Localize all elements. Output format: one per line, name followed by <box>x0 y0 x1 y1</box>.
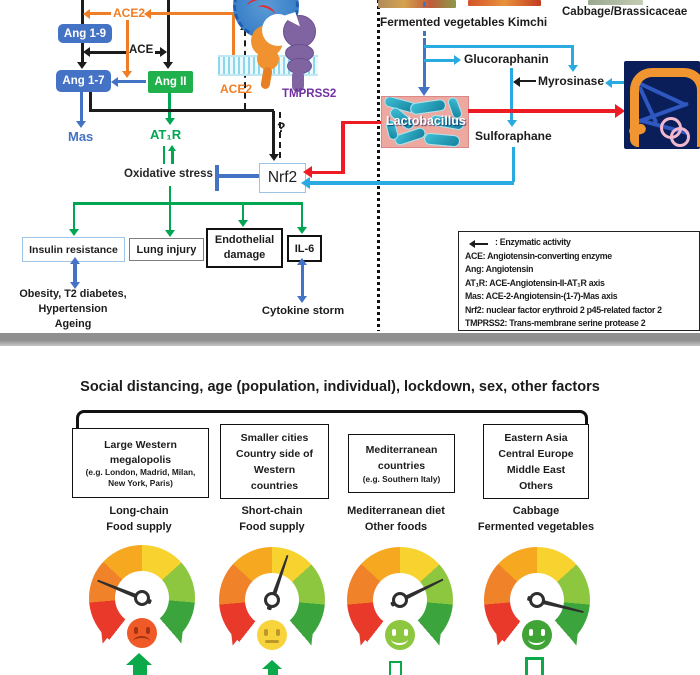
face-eye <box>264 629 268 636</box>
ang19-box <box>58 24 112 43</box>
connector <box>520 80 536 83</box>
food-label-line: Mediterranean diet <box>347 505 445 517</box>
food-label-2 <box>212 504 332 535</box>
connector <box>468 109 617 113</box>
obesity-line3: Ageing <box>54 318 92 330</box>
mas-label: Mas <box>68 129 94 144</box>
arrowhead <box>568 65 578 72</box>
face-mouth <box>528 633 545 645</box>
food-label-line: Food supply <box>106 520 172 533</box>
region-box-line: countries <box>250 479 299 492</box>
connector <box>89 12 111 15</box>
face-eye <box>146 627 150 634</box>
glucoraphanin-label: Glucoraphanin <box>464 52 549 66</box>
arrowhead <box>507 120 517 127</box>
legend-line-3: Ang: Angiotensin <box>465 264 534 274</box>
outline-arrow-icon <box>525 657 544 675</box>
small-intestine-coil <box>670 127 690 147</box>
gauge-hub <box>264 592 280 608</box>
intestine-image <box>624 61 700 149</box>
happy-face-icon <box>385 620 415 650</box>
region-box-line: Central Europe <box>498 447 574 460</box>
connector <box>90 51 127 54</box>
gauge-red-tip <box>96 625 114 645</box>
region-box-line: Large Western <box>104 439 177 451</box>
arrowhead <box>605 78 612 88</box>
gauge-hub <box>392 592 408 608</box>
gauge-hub <box>134 590 150 606</box>
connector <box>301 204 304 227</box>
region-box-line: countries <box>377 460 426 472</box>
face-mouth <box>265 640 279 643</box>
nrf2-box <box>259 163 306 193</box>
up-down-glyph <box>163 146 166 164</box>
gauge-red-tip <box>354 627 372 647</box>
gauge-red-tip <box>226 627 244 647</box>
connector <box>311 171 344 175</box>
food-label-line: Cabbage <box>512 505 560 517</box>
obesity-line1: Obesity, T2 diabetes, <box>19 288 127 300</box>
region-box-4 <box>483 424 589 499</box>
arrowhead <box>163 62 173 69</box>
bacteria-rod <box>409 99 446 116</box>
cytokine-storm-label: Cytokine storm <box>261 305 345 317</box>
arrowhead <box>160 47 167 57</box>
connector <box>73 202 303 205</box>
connector <box>423 2 426 7</box>
legend-box <box>458 231 700 331</box>
gauge-red-tip <box>491 627 509 647</box>
connector <box>423 31 426 36</box>
region-box-line: Country side of <box>235 447 313 460</box>
connector <box>301 264 305 297</box>
food-label-line: Food supply <box>239 520 305 533</box>
gauge-1 <box>89 545 195 651</box>
at1r-label: AT₁R <box>150 127 182 142</box>
ace-label: ACE <box>129 44 154 56</box>
arrowhead <box>165 118 175 125</box>
arrowhead <box>418 87 430 96</box>
connector <box>218 174 259 178</box>
region-box-3 <box>348 434 455 493</box>
connector <box>169 204 172 230</box>
endothelial-damage-box <box>206 228 283 268</box>
connector <box>612 81 624 84</box>
arrowhead <box>238 220 248 227</box>
fermented-kimchi-label: Fermented vegetables Kimchi <box>380 15 548 29</box>
region-box-2 <box>220 424 329 499</box>
ace2-enzyme-label: ACE2 <box>113 6 146 20</box>
kimchi-photo <box>468 0 541 6</box>
connector <box>117 80 146 83</box>
connector <box>168 93 171 119</box>
arrowhead <box>513 77 520 87</box>
fermented-vegetables-photo <box>378 0 456 8</box>
insulin-resistance-label: Insulin resistance <box>29 243 118 256</box>
ang17-label: Ang 1-7 <box>62 75 105 87</box>
bacteria-rod <box>424 132 461 147</box>
nrf2-label: Nrf2 <box>267 169 298 186</box>
panel-divider <box>0 333 700 346</box>
connector <box>126 20 129 71</box>
tmprss2-label: TMPRSS2 <box>282 88 337 100</box>
up-arrow-solid-icon <box>262 660 282 669</box>
oxidative-stress-label: Oxidative stress <box>124 168 213 180</box>
neutral-face-icon <box>257 620 287 650</box>
region-box-small-line: New York, Paris) <box>108 477 173 488</box>
figure2-title: Social distancing, age (population, individual), lockdown, sex, other factors <box>80 379 600 395</box>
dotted-separator <box>377 0 380 331</box>
obesity-line2: Hypertension <box>38 303 108 315</box>
cabbage-label: Cabbage/Brassicaceae <box>562 6 688 18</box>
angii-box <box>148 71 193 93</box>
endothelial-label-2: damage <box>223 249 266 261</box>
arrowhead <box>301 177 310 189</box>
gauge-2 <box>219 547 325 653</box>
cabbage-photo <box>588 0 643 5</box>
sulforaphane-label: Sulforaphane <box>475 129 552 143</box>
connector <box>309 181 514 185</box>
legend-line-5: Mas: ACE-2-Angiotensin-(1-7)-Mas axis <box>465 291 618 301</box>
lactobacillus-image <box>381 96 469 148</box>
region-box-line: Eastern Asia <box>504 431 568 444</box>
lactobacillus-label: Lactobacillus <box>386 114 466 128</box>
food-label-1 <box>79 504 199 535</box>
arrowhead <box>168 145 176 151</box>
arrowhead <box>454 55 461 65</box>
legend-line-1: : Enzymatic activity <box>495 237 571 247</box>
legend-line-2: ACE: Angiotensin-converting enzyme <box>465 250 612 261</box>
connector <box>73 263 77 283</box>
question-mark: ? <box>277 119 286 135</box>
region-box-line: megalopolis <box>109 453 172 466</box>
face-mouth <box>133 636 150 647</box>
region-box-line: Others <box>519 479 553 492</box>
region-box-line: Western <box>253 463 296 476</box>
connector <box>571 45 574 66</box>
ang17-box <box>56 70 111 92</box>
connector <box>272 111 275 155</box>
up-arrow-shaft <box>268 669 278 675</box>
arrowhead <box>297 227 307 234</box>
arrowhead <box>144 9 151 19</box>
face-mouth <box>391 633 408 645</box>
il6-label: IL-6 <box>294 242 315 255</box>
up-arrow-glyph <box>171 151 174 164</box>
region-box-line: Smaller cities <box>240 431 309 444</box>
myrosinase-label: Myrosinase <box>538 74 605 88</box>
sad-face-icon <box>127 618 157 648</box>
region-box-small-line: (e.g. London, Madrid, Milan, <box>85 467 196 477</box>
legend-line-7: TMPRSS2: Trans-membrane serine protease 2 <box>465 318 646 328</box>
obesity-text <box>8 287 138 332</box>
arrowhead <box>165 230 175 237</box>
region-box-line: Mediterranean <box>365 444 438 456</box>
food-label-line: Long-chain <box>109 505 169 517</box>
up-arrow-solid-icon <box>126 653 152 665</box>
legend-line-4: AT₁R: ACE-Angiotensin-II-AT₁R axis <box>465 277 605 288</box>
outline-arrow-icon <box>389 661 402 675</box>
gauge-3 <box>347 547 453 653</box>
gauge-4 <box>484 547 590 653</box>
connector <box>341 121 345 174</box>
inhibition-bar <box>215 165 219 191</box>
connector <box>424 45 574 48</box>
endothelial-label-1: Endothelial <box>214 234 275 246</box>
food-label-line: Short-chain <box>241 505 303 517</box>
connector <box>169 186 172 203</box>
ang19-label: Ang 1-9 <box>63 27 107 40</box>
food-label-3 <box>336 504 456 535</box>
food-label-4 <box>466 504 606 535</box>
gauge-hub <box>529 592 545 608</box>
face-eye <box>276 629 280 636</box>
arrowhead <box>69 229 79 236</box>
arrowhead <box>77 62 87 69</box>
connector <box>167 0 170 62</box>
arrowhead <box>83 47 90 57</box>
enzymatic-arrow-line <box>474 243 488 245</box>
connector <box>80 92 83 122</box>
connector <box>343 121 381 125</box>
region-box-small-line: (e.g. Southern Italy) <box>362 474 441 484</box>
up-arrow-shaft <box>133 665 147 675</box>
arrowhead <box>297 296 307 303</box>
lung-injury-box <box>129 238 204 261</box>
face-eye <box>134 627 138 634</box>
connector <box>151 12 235 15</box>
ace2-receptor-label: ACE2 <box>220 82 253 96</box>
connector <box>512 147 515 182</box>
food-label-line: Fermented vegetables <box>477 520 595 533</box>
arrowhead <box>269 154 279 161</box>
connector <box>242 204 245 220</box>
connector <box>89 109 274 112</box>
arrowhead <box>122 71 132 78</box>
lung-injury-label: Lung injury <box>136 243 197 256</box>
connector <box>424 59 454 62</box>
arrowhead <box>76 121 86 128</box>
angii-label: Ang II <box>154 76 187 88</box>
region-box-line: Middle East <box>506 463 566 476</box>
happy-face-icon <box>522 620 552 650</box>
region-box-1 <box>72 428 209 498</box>
connector <box>73 204 76 229</box>
legend-line-6: Nrf2: nuclear factor erythroid 2 p45-related factor 2 <box>465 304 662 315</box>
food-label-line: Other foods <box>364 520 428 533</box>
